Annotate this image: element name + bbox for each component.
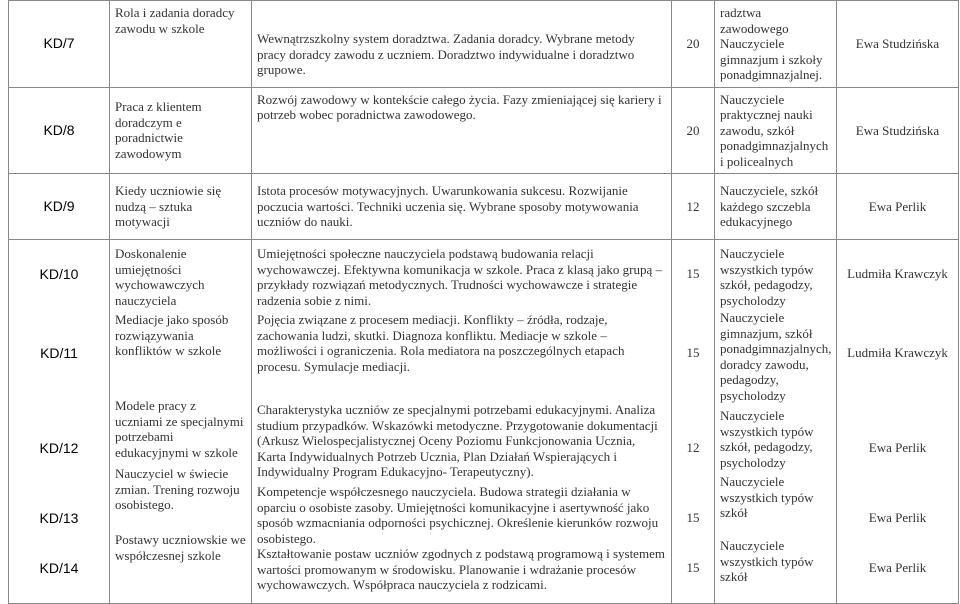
- course-content-column: [252, 240, 672, 604]
- course-content: Istota procesów motywacyjnych. Uwarunkowania sukcesu. Rozwijanie poczucia wartości. Techniki uczenia się. Wybrane sposoby motywowania uczniów do nauki.: [252, 174, 672, 240]
- course-hours-column: [672, 240, 715, 604]
- course-code: KD/12: [39, 440, 79, 456]
- course-leader: Ewa Perlik: [868, 440, 927, 455]
- table-row: [9, 87, 959, 174]
- course-content: Umiejętności społeczne nauczyciela podstawą budowania relacji wychowawczej. Efektywna komunikacja w szkole. Praca z klasą jako grupą – przykłady rozwiązań metodycznych. Trudności wychowawcze i strategie radzenia sobie z nimi.: [257, 246, 663, 308]
- course-code-column: [9, 240, 110, 604]
- course-content: Pojęcia związane z procesem mediacji. Konflikty – źródła, rodzaje, zachowania ludzi, skutki. Diagnoza konfliktu. Mediacje w szkole – możliwości i ograniczenia. Rola mediatora na poszczególnych etapach procesu. Symulacje mediacji.: [257, 312, 625, 374]
- course-audience: Nauczyciele wszystkich typów szkół, pedagodzy, psycholodzy: [720, 408, 814, 470]
- course-content: Rozwój zawodowy w kontekście całego życia. Fazy zmieniającej się kariery i potrzeb wobec poradnictwa zawodowego.: [252, 87, 672, 174]
- course-audience-column: [715, 240, 837, 604]
- course-hours: 20: [672, 87, 715, 174]
- course-audience: Nauczyciele gimnazjum, szkół ponadgimnazjalnych, doradcy zawodu, pedagodzy, psycholodzy: [720, 310, 832, 403]
- course-leader-column: [837, 240, 959, 604]
- course-code: KD/8: [9, 87, 110, 174]
- course-hours: 15: [686, 266, 700, 281]
- course-content: Charakterystyka uczniów ze specjalnymi potrzebami edukacyjnymi. Analiza studium przypadków. Wskazówki metodyczne. Przygotowanie dokumentacji (Arkusz Wielospecjalistycznej Oceny Poziomu Funkcjonowania Ucznia, Karta Indywidualnych Potrzeb Ucznia, Plan Działań Wspierających i Indywidualny Program Edukacyjno- Terapeutyczny).: [257, 402, 658, 479]
- course-topic: Praca z klientem doradczym e poradnictwie zawodowym: [110, 87, 252, 174]
- course-leader: Ewa Perlik: [837, 174, 959, 240]
- course-code: KD/13: [39, 510, 79, 526]
- course-code: KD/9: [9, 174, 110, 240]
- course-topic-column: [110, 240, 252, 604]
- course-leader: Ewa Studzińska: [837, 87, 959, 174]
- course-content: Kształtowanie postaw uczniów zgodnych z podstawą programową i systemem wartości promowanym w środowisku. Planowanie i wdrażanie procesów wychowawczych. Współpraca nauczyciela z rodzicami.: [257, 546, 665, 592]
- table-row: [9, 1, 959, 88]
- course-content: Wewnątrzszkolny system doradztwa. Zadania doradcy. Wybrane metody pracy doradcy zawodu z uczniem. Doradztwo indywidualne i doradztwo grupowe.: [252, 1, 672, 88]
- course-content: Kompetencje współczesnego nauczyciela. Budowa strategii działania w oparciu o osobiste zasoby. Umiejętności komunikacyjne i asertywność jako sposób wzmacniania odporności psychicznej. Określenie kierunków rozwoju osobistego.: [257, 484, 659, 546]
- course-leader: Ludmiła Krawczyk: [847, 266, 948, 281]
- course-audience: Nauczyciele wszystkich typów szkół: [720, 474, 814, 520]
- course-code: KD/14: [39, 560, 79, 576]
- course-table: [8, 0, 959, 604]
- course-hours: 15: [686, 345, 700, 360]
- course-hours: 15: [686, 560, 700, 575]
- course-topic: Postawy uczniowskie we współczesnej szkole: [115, 532, 246, 563]
- course-topic: Kiedy uczniowie się nudzą – sztuka motywacji: [110, 174, 252, 240]
- course-code: KD/11: [40, 345, 78, 361]
- course-leader: Ewa Perlik: [868, 560, 927, 575]
- course-leader: Ludmiła Krawczyk: [847, 345, 948, 360]
- course-topic: Mediacje jako sposób rozwiązywania konfliktów w szkole: [115, 312, 229, 358]
- course-topic: Modele pracy z uczniami ze specjalnymi potrzebami edukacyjnymi w szkole: [115, 398, 244, 460]
- course-audience: radztwa zawodowego Nauczyciele gimnazjum i szkoły ponadgimnazjalnej.: [715, 1, 837, 88]
- course-topic: Rola i zadania doradcy zawodu w szkole: [110, 1, 252, 88]
- course-hours: 20: [672, 1, 715, 88]
- course-leader: Ewa Studzińska: [837, 1, 959, 88]
- course-audience: Nauczyciele wszystkich typów szkół, pedagodzy, psycholodzy: [720, 246, 814, 308]
- course-hours: 12: [686, 440, 700, 455]
- course-hours: 12: [672, 174, 715, 240]
- course-leader: Ewa Perlik: [868, 510, 927, 525]
- table-row: [9, 240, 959, 604]
- course-audience: Nauczyciele praktycznej nauki zawodu, szkół ponadgimnazjalnych i policealnych: [715, 87, 837, 174]
- course-code: KD/7: [9, 1, 110, 88]
- course-code: KD/10: [39, 266, 79, 282]
- table-row: [9, 174, 959, 240]
- course-audience: Nauczyciele, szkół każdego szczebla edukacyjnego: [715, 174, 837, 240]
- course-audience: Nauczyciele wszystkich typów szkół: [720, 538, 814, 584]
- course-topic: Doskonalenie umiejętności wychowawczych nauczyciela: [115, 246, 205, 308]
- course-hours: 15: [686, 510, 700, 525]
- course-topic: Nauczyciel w świecie zmian. Trening rozwoju osobistego.: [115, 466, 240, 512]
